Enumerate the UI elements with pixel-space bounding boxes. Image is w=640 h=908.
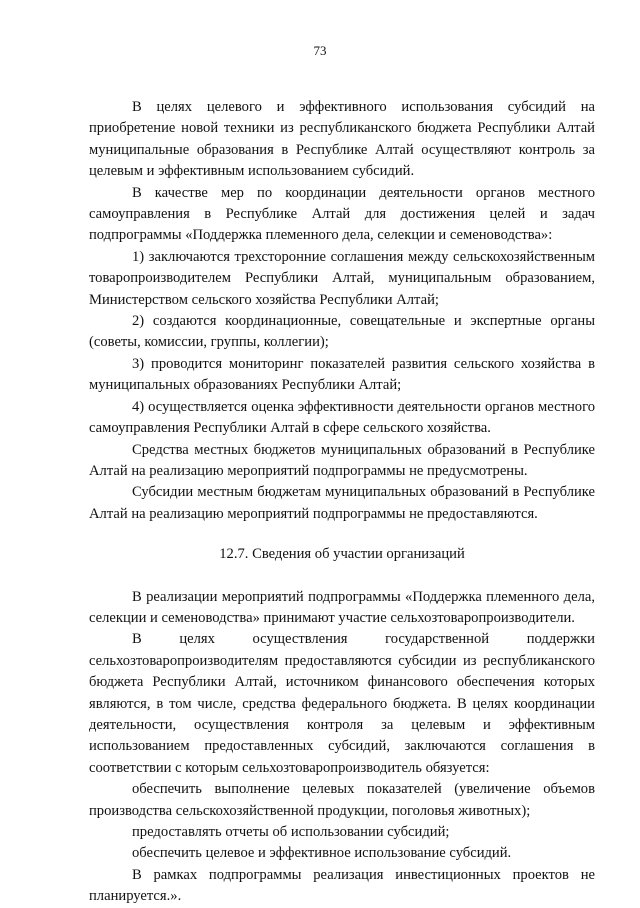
list-item-targets: обеспечить выполнение целевых показателей (увеличение объемов производства сельскохозяйственной продукции, поголовья животных); [89,781,595,819]
list-item-advisory-bodies: 2) создаются координационные, совещательные и экспертные органы (советы, комиссии, группы, коллегии); [89,313,595,351]
paragraph-coordination-measures: В качестве мер по координации деятельности органов местного самоуправления в Республике Алтай для достижения целей и задач подпрограммы «Поддержка племенного дела, селекции и семеноводства»: [89,184,595,244]
document-body [89,97,595,908]
paragraph-local-subsidies: Субсидии местным бюджетам муниципальных образований в Республике Алтай на реализацию мероприятий подпрограммы не предоставляются. [89,484,595,522]
page-number: 73 [313,43,327,58]
section-heading: 12.7. Сведения об участии организаций [219,546,465,563]
list-item-reports: предоставлять отчеты об использовании субсидий; [132,824,450,840]
list-item-efficiency-assessment: 4) осуществляется оценка эффективности деятельности органов местного самоуправления Республики Алтай в сфере сельского хозяйства. [89,398,595,437]
paragraph-local-budgets: Средства местных бюджетов муниципальных образований в Республике Алтай на реализацию мероприятий подпрограммы не предусмотрены. [89,441,595,479]
paragraph-investment-projects: В рамках подпрограммы реализация инвестиционных проектов не планируется.». [89,866,595,905]
paragraph-state-support: В целях осуществления государственной поддержки сельхозтоваропроизводителям предоставляются субсидии из республиканского бюджета Республики Алтай, источником финансового обеспечения которых являются, в том числе, средства федерального бюджета. В целях координации деятельности, осуществления контроля за целевым и эффективным использованием предоставленных субсидий, заключаются соглашения в соответствии с которым сельхозтоваропроизводитель обязуется: [89,631,595,776]
paragraph-participants: В реализации мероприятий подпрограммы «Поддержка племенного дела, селекции и семеноводства» принимают участие сельхозтоваропроизводители. [89,588,595,626]
list-item-monitoring: 3) проводится мониторинг показателей развития сельского хозяйства в муниципальных образованиях Республики Алтай; [89,355,595,394]
paragraph-subsidy-control: В целях целевого и эффективного использования субсидий на приобретение новой техники из республиканского бюджета Республики Алтай муниципальные образования в Республике Алтай осуществляют контроль за целевым и эффективным использованием субсидий. [89,99,595,180]
list-item-targeted-use: обеспечить целевое и эффективное использование субсидий. [132,845,512,862]
list-item-trilateral-agreements: 1) заключаются трехсторонние соглашения между сельскохозяйственным товаропроизводителем Республики Алтай, муниципальным образованием, Министерством сельского хозяйства Республики Алтай; [89,248,595,308]
